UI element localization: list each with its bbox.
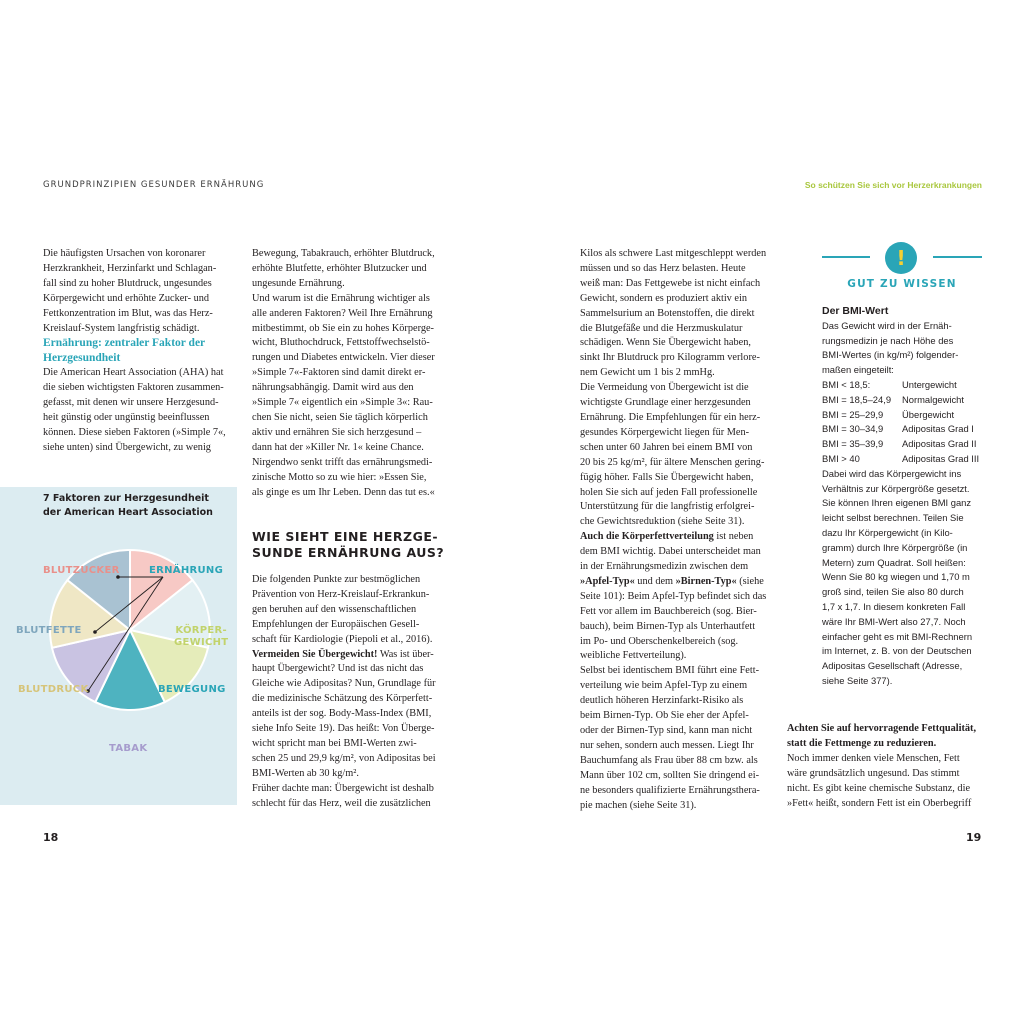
pie-label-blutdruck: BLUTDRUCK — [18, 684, 89, 695]
pie-label-koerpergewicht: KÖRPER- GEWICHT — [174, 625, 229, 648]
connector-dot-blutfette — [93, 630, 97, 634]
bmi-row: BMI = 35–39,9 Adipositas Grad II — [822, 438, 977, 450]
bmi-row: BMI > 40 Adipositas Grad III — [822, 452, 980, 464]
fettgewebe-paragraph: Kilos als schwere Last mitgeschleppt werden müssen und so das Herz belasten. Heute weiß man: Das Fettgewebe ist nicht einfach Gewicht, sondern es produziert aktiv ein Sammelsurium an Botenstoffen, die direkt die Blutgefäße und die Herzmuskulatur schädigen. Wenn Sie Übergewicht haben, sinkt Ihr Blutdruck pro Kilogramm verlore- nem Gewicht um 1 bis 2 mmHg. — [580, 248, 767, 379]
right-column-2 — [787, 722, 992, 811]
fett-paragraph: Noch immer denken viele Menschen, Fett wäre grundsätzlich ungesund. Das stimmt nicht. Es gibt keine chemische Substanz, die »Fett« heißt, sondern Fett ist ein Oberbegriff — [787, 752, 972, 809]
aha-paragraph: Die American Heart Association (AHA) hat die sieben wichtigsten Faktoren zusammen- gefasst, mit denen wir unsere Herzgesund- heit günstig oder ungünstig beeinflussen können. Diese sieben Faktoren (»Simple 7«, siehe unten) sind Übergewicht, zu wenig — [43, 367, 226, 453]
gut-zu-wissen-rule-right — [933, 256, 982, 258]
running-header-right: So schützen Sie sich vor Herzerkrankungen — [804, 180, 982, 190]
bmi-info-box — [822, 304, 987, 689]
why-nutrition-paragraph: Und warum ist die Ernährung wichtiger als alle anderen Faktoren? Weil Ihre Ernährung mitbestimmt, ob Sie ein zu hohes Körperge- wicht, Bluthochdruck, Fettstoffwechselstö- rungen und Diabetes entwickeln. Vier dieser »Simple 7«-Faktoren sind damit direkt er- nährungsabhängig. Damit wird aus den »Simple 7« eigentlich ein »Simple 3«: Rau- chen Sie nicht, seien Sie täglich körperlich aktiv und ernähren Sie sich herzgesund – dann hat der »Killer Nr. 1« keine Chance. Nirgendwo senkt trifft das ernährungsmedi- zinische Motto so zu wie hier: »Essen Sie, als ginge es um Ihr Leben. Denn das tut es.« — [252, 292, 435, 498]
bmi-explanation: Dabei wird das Körpergewicht ins Verhältnis zur Körpergröße gesetzt. Sie können Ihren eigenen BMI ganz leicht selbst berechnen. Teilen Sie dazu Ihr Körpergewicht (in Kilo- gramm) durch Ihre Körpergröße (in Metern) zum Quadrat. Soll heißen: Wenn Sie 80 kg wiegen und 1,70 m groß sind, teilen Sie also 80 durch 1,7 x 1,7. In diesem konkreten Fall wäre Ihr BMI-Wert also 27,7. Noch einfacher geht es mit BMI-Rechnern im Internet, z. B. von der Deutschen Adipositas Gesellschaft (Adresse, siehe Seite 377). — [822, 467, 973, 686]
apfel-birnen-paragraph: Selbst bei identischem BMI führt eine Fett- verteilung wie beim Apfel-Typ zu einem deutlich höheren Herzinfarkt-Risiko als beim Birnen-Typ. Ob Sie eher der Apfel- oder der Birnen-Typ sind, kann man nicht nur sehen, sondern auch messen. Liegt Ihr Bauchumfang als Frau über 88 cm bzw. als Mann über 102 cm, sollten Sie dringend ei- ne besonders qualifizierte Ernährungsthera- pie machen (siehe Seite 31). — [580, 665, 760, 811]
pie-label-ernaehrung: ERNÄHRUNG — [149, 565, 224, 576]
page-number-left: 18 — [43, 831, 59, 844]
exclamation-icon: ! — [885, 242, 917, 274]
pie-label-tabak: TABAK — [109, 743, 148, 754]
left-column-2-lower — [252, 573, 452, 812]
pie-label-blutzucker: BLUTZUCKER — [43, 565, 120, 576]
section-heading-herzgesunde-ernaehrung: WIE SIEHT EINE HERZGE- SUNDE ERNÄHRUNG AUS? — [252, 529, 445, 560]
gut-zu-wissen-title: GUT ZU WISSEN — [847, 278, 957, 290]
vermeidung-paragraph: Die Vermeidung von Übergewicht ist die wichtigste Grundlage einer herzgesunden Ernährung. Die Empfehlungen für ein herz- gesundes Körpergewicht liegen für Men- schen unter 60 Jahren bei einem BMI von 20 bis 25 kg/m², für ältere Menschen gering- fügig höher. Falls Sie Übergewicht haben, holen Sie sich auf jeden Fall professionelle Unterstützung für die langfristig erfolgrei- che Gewichtsreduktion (siehe Seite 31). — [580, 382, 765, 528]
intro-paragraph: Die häufigsten Ursachen von koronarer Herzkrankheit, Herzinfarkt und Schlagan- fall sind zu hoher Blutdruck, ungesundes Körpergewicht und erhöhte Zucker- und Fettkonzentration im Blut, was das Herz- Kreislauf-System langfristig schädigt. — [43, 248, 217, 334]
page-number-right: 19 — [966, 831, 982, 844]
running-header-left: GRUNDPRINZIPIEN GESUNDER ERNÄHRUNG — [43, 180, 265, 190]
right-column-1 — [580, 247, 780, 813]
bmi-table — [822, 378, 987, 467]
bmi-intro: Das Gewicht wird in der Ernäh- rungsmedizin je nach Höhe des BMI-Wertes (in kg/m²) folgender- maßen eingeteilt: — [822, 319, 959, 376]
fettqualitaet-heading: Achten Sie auf hervorragende Fettqualität, statt die Fettmenge zu reduzieren. — [787, 723, 977, 749]
koerperfettverteilung-paragraph: Auch die Körperfettverteilung ist neben dem BMI wichtig. Dabei unterscheidet man in der Ernährungsmedizin zwischen dem »Apfel-Typ« und dem »Birnen-Typ« (siehe Seite 101): Beim Apfel-Typ befindet sich das Fett vor allem im Bauchbereich (sog. Bier- bauch), beim Birnen-Typ als Unterhautfett im Po- und Oberschenkelbereich (sog. weibliche Fettverteilung). — [580, 531, 767, 662]
uebergewicht-bold-lead: Vermeiden Sie Übergewicht! — [252, 648, 378, 660]
bmi-row: BMI = 18,5–24,9 Normalgewicht — [822, 393, 964, 405]
infobox-title: 7 Faktoren zur Herzgesundheit der American Heart Association — [43, 493, 213, 518]
left-column-1 — [43, 247, 239, 456]
left-column-2 — [252, 247, 452, 500]
section-heading-ernaehrung: Ernährung: zentraler Faktor der Herzgesundheit — [43, 337, 206, 365]
pie-label-blutfette: BLUTFETTE — [16, 625, 82, 636]
bmi-row: BMI = 30–34,9 Adipositas Grad I — [822, 423, 974, 435]
prevention-paragraph: Die folgenden Punkte zur bestmöglichen Prävention von Herz-Kreislauf-Erkrankun- gen beruhen auf den wissenschaftlichen Empfehlungen der Europäischen Gesell- schaft für Kardiologie (Piepoli et al., 2016). — [252, 574, 433, 645]
factors-continued-paragraph: Bewegung, Tabakrauch, erhöhter Blutdruck, erhöhte Blutfette, erhöhter Blutzucker und ungesunde Ernährung. — [252, 248, 435, 289]
uebergewicht-paragraph: Vermeiden Sie Übergewicht! Was ist über- haupt Übergewicht? Und ist das nicht das Gleiche wie Adipositas? Nun, Grundlage für die medizinische Schätzung des Körperfett- anteils ist der sog. Body-Mass-Index (BMI, siehe Info Seite 19). Das heißt: Von Überge- wicht spricht man bei BMI-Werten zwi- schen 25 und 29,9 kg/m², von Adipositas bei BMI-Werten ab 30 kg/m². — [252, 648, 436, 779]
gut-zu-wissen-rule-left — [822, 256, 870, 258]
bmi-subtitle: Der BMI-Wert — [822, 305, 889, 317]
frueher-paragraph: Früher dachte man: Übergewicht ist deshalb schlecht für das Herz, weil die zusätzlichen — [252, 782, 434, 809]
bmi-row: BMI = 25–29,9 Übergewicht — [822, 408, 955, 420]
pie-label-bewegung: BEWEGUNG — [158, 684, 226, 695]
bmi-row: BMI < 18,5: Untergewicht — [822, 378, 957, 390]
